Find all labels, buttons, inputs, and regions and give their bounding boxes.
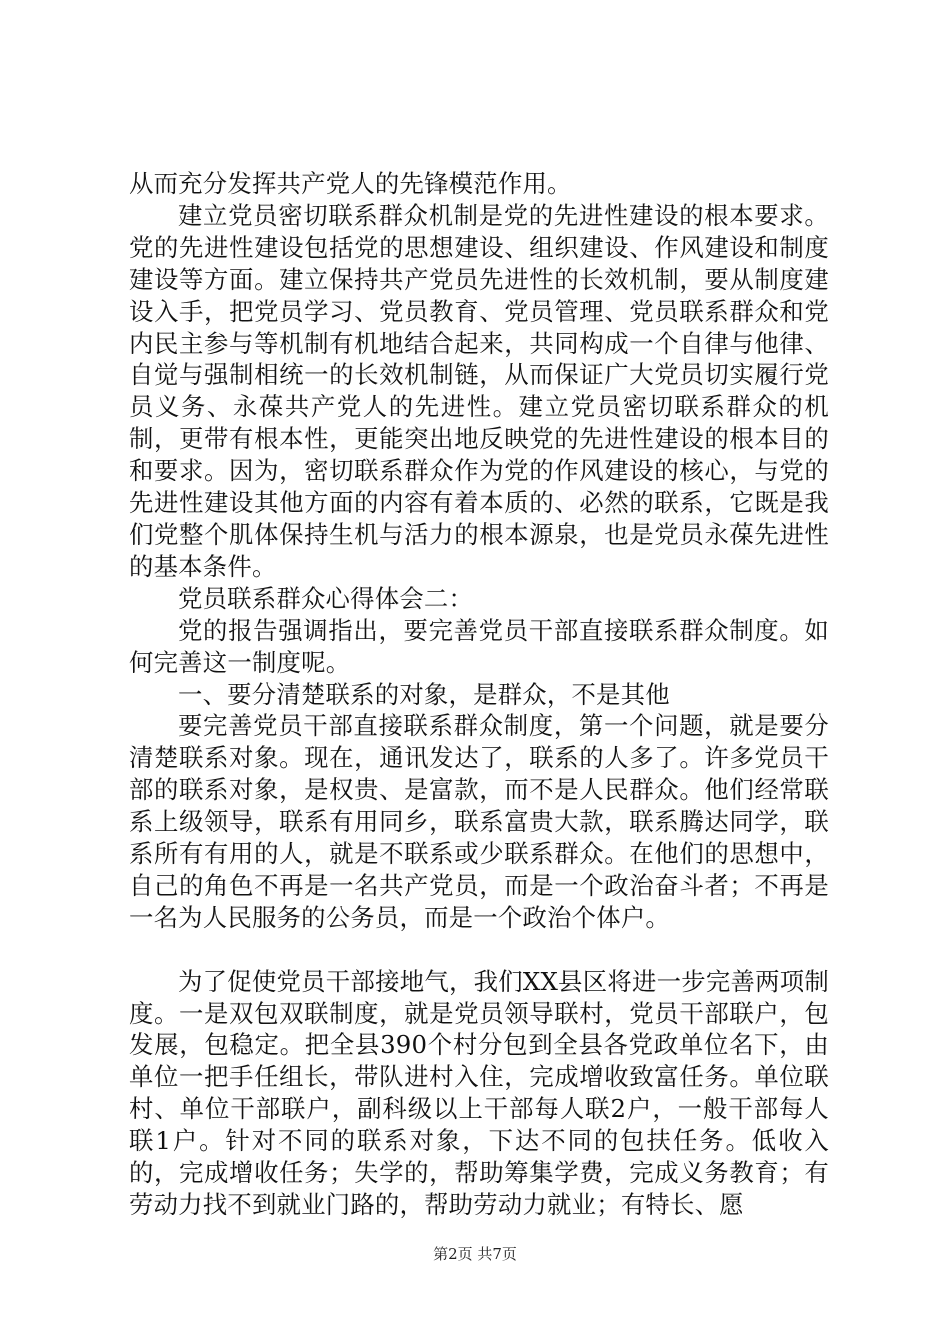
paragraph-spacer (129, 934, 829, 966)
subheading-contact-target: 一、要分清楚联系的对象，是群众，不是其他 (178, 679, 670, 709)
paragraph-report: 党的报告强调指出，要完善党员干部直接联系群众制度。如何完善这一制度呢。 (129, 615, 829, 677)
paragraph-continuation: 从而充分发挥共产党人的先锋模范作用。 (129, 169, 572, 198)
page-footer: 第2页 共7页 (433, 1245, 517, 1263)
section-heading-experience-two: 党员联系群众心得体会二： (178, 583, 474, 613)
paragraph-two-systems: 为了促使党员干部接地气，我们XX县区将进一步完善两项制度。一是双包双联制度，就是党员领导联村，党员干部联户，包发展，包稳定。把全县390个村分包到全县各党政单位名下，由单位一把手任组长，带队进村入住，完成增收致富任务。单位联村、单位干部联户，副科级以上干部每人联2户，一般干部每人联1户。针对不同的联系对象，下达不同的包扶任务。低收入的，完成增收任务；失学的，帮助筹集学费，完成义务教育；有劳动力找不到就业门路的，帮助劳动力就业；有特长、愿 (129, 966, 829, 1219)
paragraph-mechanism: 建立党员密切联系群众机制是党的先进性建设的根本要求。党的先进性建设包括党的思想建设、组织建设、作风建设和制度建设等方面。建立保持共产党员先进性的长效机制，要从制度建设入手，把党员学习、党员教育、党员管理、党员联系群众和党内民主参与等机制有机地结合起来，共同构成一个自律与他律、自觉与强制相统一的长效机制链，从而保证广大党员切实履行党员义务、永葆共产党人的先进性。建立党员密切联系群众的机制，更带有根本性，更能突出地反映党的先进性建设的根本目的和要求。因为，密切联系群众作为党的作风建设的核心，与党的先进性建设其他方面的内容有着本质的、必然的联系，它既是我们党整个肌体保持生机与活力的根本源泉，也是党员永葆先进性的基本条件。 (129, 200, 829, 581)
document-body (129, 168, 829, 1221)
paragraph-contact-target: 要完善党员干部直接联系群众制度，第一个问题，就是要分清楚联系对象。现在，通讯发达了，联系的人多了。许多党员干部的联系对象，是权贵、是富款，而不是人民群众。他们经常联系上级领导，联系有用同乡，联系富贵大款，联系腾达同学，联系所有有用的人，就是不联系或少联系群众。在他们的思想中，自己的角色不再是一名共产党员，而是一个政治奋斗者；不再是一名为人民服务的公务员，而是一个政治个体户。 (129, 711, 829, 932)
